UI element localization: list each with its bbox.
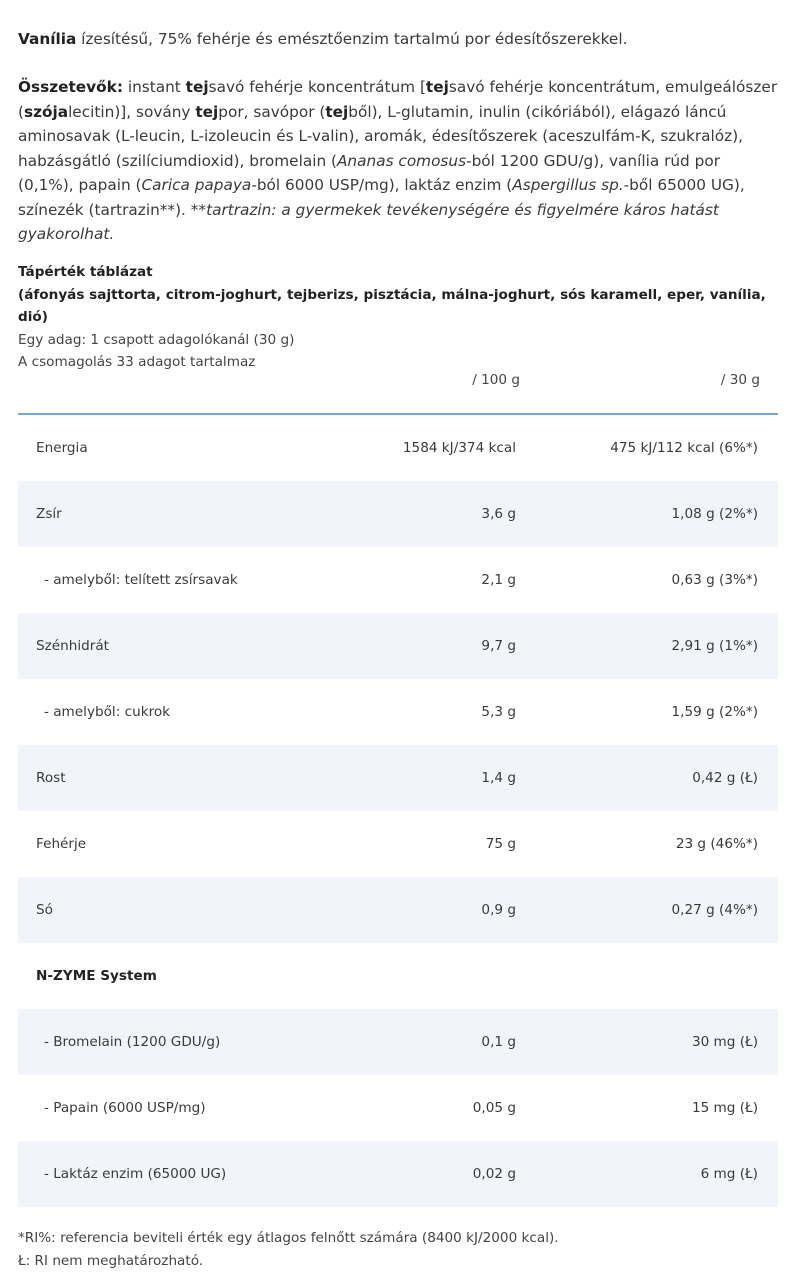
table-row [18,415,778,481]
table-row [18,679,778,745]
ingredients-text: -ból 6000 USP/mg), laktáz enzim ( [251,176,513,194]
ingredients-label: Összetevők: [18,78,123,96]
value-per-30g: 1,08 g (2%*) [671,506,758,522]
value-per-100g: 5,3 g [481,704,516,720]
value-per-30g: 6 mg (Ł) [700,1166,758,1182]
value-per-30g: 1,59 g (2%*) [671,704,758,720]
value-per-100g: 1,4 g [481,770,516,786]
table-header [18,364,778,415]
row-label: Szénhidrát [36,638,110,654]
value-per-30g: 0,42 g (Ł) [692,770,758,786]
value-per-100g: 0,02 g [472,1166,516,1182]
allergen-highlight: tej [325,102,349,121]
table-row [18,1141,778,1207]
value-per-30g: 0,27 g (4%*) [671,902,758,918]
value-per-30g: 30 mg (Ł) [691,1034,758,1050]
ri-footnote: *RI%: referencia beviteli érték egy átlagos felnőtt számára (8400 kJ/2000 kcal). [18,1230,559,1246]
row-label: - Laktáz enzim (65000 UG) [44,1166,227,1182]
l-footnote: Ł: RI nem meghatározható. [18,1253,204,1269]
value-per-100g: 0,1 g [481,1034,516,1050]
ingredients-text: lecitin)], sovány [68,102,196,121]
ingredients-paragraph [18,75,780,247]
latin-name: Aspergillus sp. [512,176,624,194]
ingredients-text: -ból 1200 GDU/g), vanília rúd por (0,1%), papain ( [18,151,720,194]
servings-per-pack: A csomagolás 33 adagot tartalmaz [18,354,256,370]
table-row [18,745,778,811]
section-label: N-ZYME System [36,968,157,984]
row-label: Só [36,902,53,918]
allergen-highlight: tej [195,102,219,121]
row-label: Fehérje [36,836,87,852]
value-per-100g: 75 g [485,836,516,852]
row-label: - Papain (6000 USP/mg) [44,1100,206,1116]
ingredients-text: instant [122,78,186,96]
table-row [18,1075,778,1141]
table-row [18,481,778,547]
table-row [18,547,778,613]
value-per-30g: 0,63 g (3%*) [671,572,758,588]
table-section-row [18,943,778,1009]
nutrition-title: Tápérték táblázat [18,264,153,280]
value-per-100g: 2,1 g [481,572,516,588]
value-per-30g: 23 g (46%*) [675,836,758,852]
row-label: Rost [36,770,66,786]
latin-name: Carica papaya [141,176,252,194]
column-header-30g: / 30 g [720,372,760,388]
ingredients-text: savó fehérje koncentrátum, emulgeálószer ( [18,78,778,121]
table-row [18,613,778,679]
nutrition-flavors: (áfonyás sajttorta, citrom-joghurt, tejberizs, pisztácia, málna-joghurt, sós karamell, eper, vanília, dió) [18,286,766,325]
value-per-30g: 475 kJ/112 kcal (6%*) [610,440,758,456]
product-description [18,27,780,51]
table-row [18,1009,778,1075]
nutrition-header [18,261,780,374]
ingredients-text: -ből 65000 UG), színezék (tartrazin**). [18,176,745,219]
value-per-30g: 15 mg (Ł) [691,1100,758,1116]
value-per-100g: 3,6 g [481,506,516,522]
row-label: - amelyből: telített zsírsavak [44,572,238,588]
nutrition-table [18,364,778,1207]
value-per-100g: 9,7 g [481,638,516,654]
allergen-highlight: tej [185,78,209,96]
footnotes [18,1227,780,1273]
row-label: - amelyből: cukrok [44,704,171,720]
row-label: Zsír [36,506,62,522]
value-per-100g: 0,9 g [481,902,516,918]
row-label: Energia [36,440,88,456]
table-row [18,811,778,877]
product-description-text: ízesítésű, 75% fehérje és emésztőenzim tartalmú por édesítőszerekkel. [76,30,628,48]
flavor-name: Vanília [18,30,77,48]
tartrazine-note: **tartrazin: a gyermekek tevékenységére és figyelmére káros hatást gyakorolhat. [18,200,719,243]
allergen-highlight: szója [23,102,69,121]
ingredients-text: savó fehérje koncentrátum [ [208,78,426,96]
column-header-100g: / 100 g [472,372,520,388]
table-row [18,877,778,943]
row-label: - Bromelain (1200 GDU/g) [44,1034,221,1050]
latin-name: Ananas comosus [336,151,467,170]
serving-size: Egy adag: 1 csapott adagolókanál (30 g) [18,331,295,348]
value-per-100g: 1584 kJ/374 kcal [402,440,516,456]
allergen-highlight: tej [425,78,449,96]
ingredients-text: ből), L-glutamin, inulin (cikóriából), elágazó láncú aminosavak (L-leucin, L-izoleucin és L-valin), aromák, édesítőszerek (aceszulfám-K, szukralóz), habzásgátló (szilíciumdioxid), bromelain ( [18,102,744,170]
ingredients-text: por, savópor ( [218,102,326,121]
value-per-100g: 0,05 g [472,1100,516,1116]
value-per-30g: 2,91 g (1%*) [671,638,758,654]
